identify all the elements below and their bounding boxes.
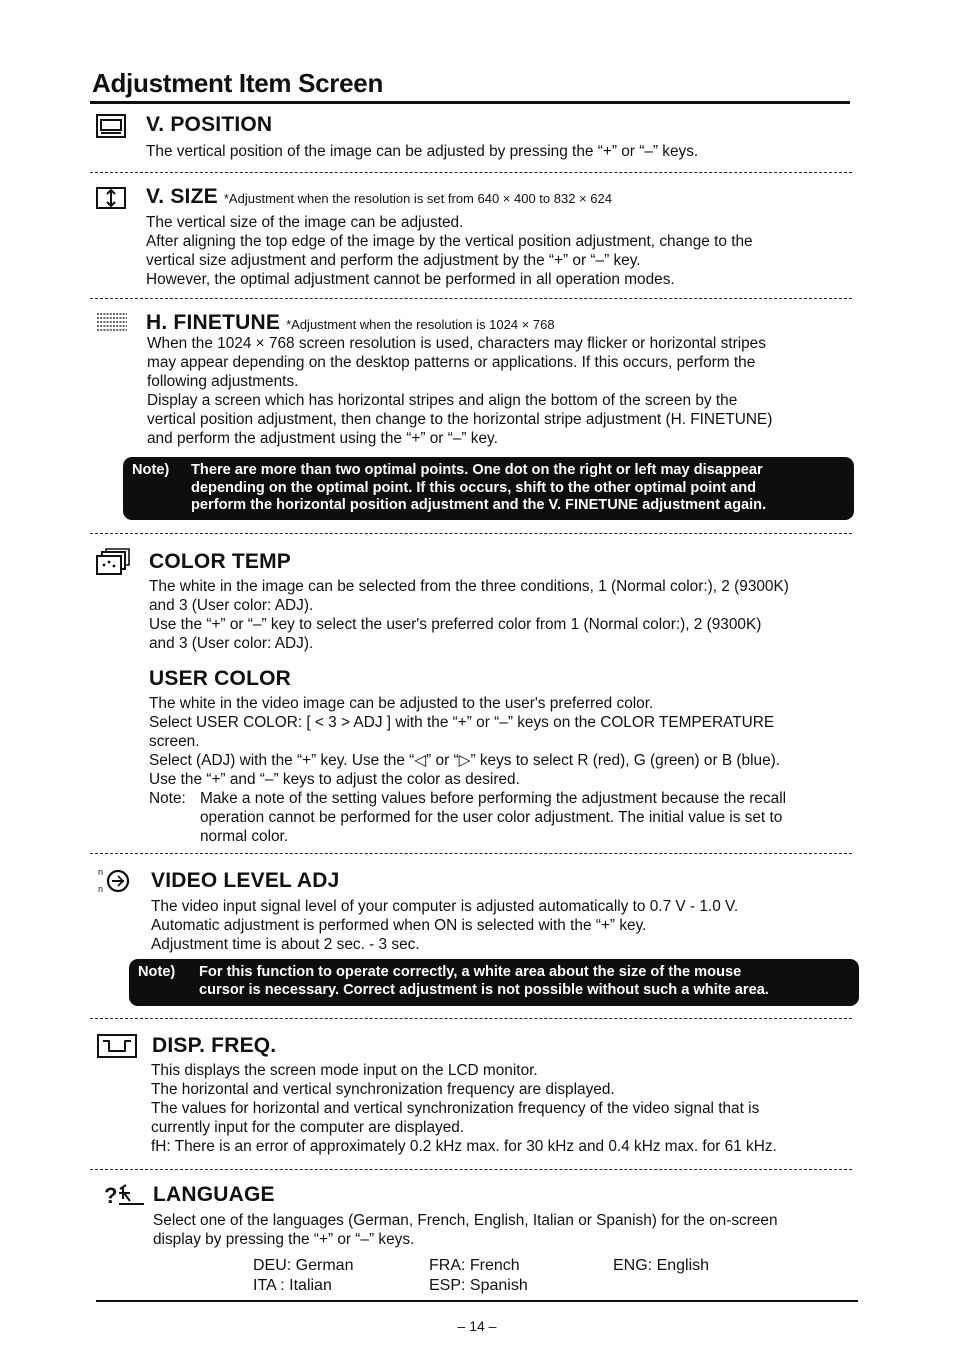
- note-label: Note): [138, 964, 176, 980]
- video-level-note-box: [129, 959, 859, 1006]
- color-temp-icon: [96, 548, 130, 581]
- disp-freq-heading: DISP. FREQ.: [152, 1034, 277, 1057]
- color-temp-heading: COLOR TEMP: [149, 550, 291, 573]
- text-line: The white in the video image can be adjusted to the user's preferred color.: [149, 695, 654, 712]
- text-line: When the 1024 × 768 screen resolution is used, characters may flicker or horizontal stripes: [147, 335, 766, 352]
- text-line: and 3 (User color: ADJ).: [149, 597, 314, 614]
- note-label: Note:: [149, 790, 186, 807]
- text-line: depending on the optimal point. If this occurs, shift to the other optimal point and: [191, 479, 757, 496]
- text-line: display by pressing the “+” or “–” keys.: [153, 1231, 415, 1248]
- svg-text:n: n: [98, 884, 104, 894]
- text-line: The vertical size of the image can be adjusted.: [146, 214, 464, 231]
- language-code-esp: ESP: Spanish: [429, 1277, 528, 1294]
- text-line: vertical size adjustment and perform the adjustment by the “+” or “–” key.: [146, 252, 641, 269]
- v-size-title: V. SIZE: [146, 185, 218, 208]
- note-text: [191, 462, 846, 515]
- note-text: [200, 789, 854, 846]
- v-position-icon: [96, 114, 126, 143]
- h-finetune-body: [147, 334, 852, 448]
- v-size-body: [146, 213, 851, 289]
- title-rule: [90, 101, 850, 104]
- text-line: This displays the screen mode input on the LCD monitor.: [151, 1062, 538, 1079]
- v-position-heading: V. POSITION: [146, 113, 273, 136]
- text-line: vertical position adjustment, then change to the horizontal stripe adjustment (H. FINETUNE): [147, 411, 773, 428]
- disp-freq-icon: [97, 1034, 137, 1063]
- divider: [90, 172, 852, 173]
- disp-freq-body: [151, 1061, 856, 1156]
- svg-text:n: n: [98, 867, 104, 877]
- text-line: The values for horizontal and vertical synchronization frequency of the video signal that is: [151, 1100, 760, 1117]
- page-number: – 14 –: [457, 1318, 497, 1334]
- text-line: Automatic adjustment is performed when ON is selected with the “+” key.: [151, 917, 647, 934]
- text-line: screen.: [149, 733, 200, 750]
- language-code-ita: ITA : Italian: [253, 1277, 332, 1294]
- text-line: and perform the adjustment using the “+” or “–” key.: [147, 430, 498, 447]
- note-text: [199, 964, 851, 999]
- text-line: Select USER COLOR: [ < 3 > ADJ ] with the “+” or “–” keys on the COLOR TEMPERATURE: [149, 714, 775, 731]
- text-line: Display a screen which has horizontal stripes and align the bottom of the screen by the: [147, 392, 738, 409]
- text-line: and 3 (User color: ADJ).: [149, 635, 314, 652]
- divider: [90, 1169, 852, 1170]
- h-finetune-heading: [146, 311, 555, 335]
- text-line: The video input signal level of your computer is adjusted automatically to 0.7 V - 1.0 V.: [151, 898, 739, 915]
- divider: [90, 298, 852, 299]
- divider: [90, 1018, 852, 1019]
- v-size-subnote: *Adjustment when the resolution is set from 640 × 400 to 832 × 624: [223, 191, 612, 206]
- text-line: may appear depending on the desktop patterns or applications. If this occurs, perform the: [147, 354, 756, 371]
- text-line: perform the horizontal position adjustment and the V. FINETUNE adjustment again.: [191, 497, 767, 513]
- language-icon: [104, 1181, 144, 1214]
- video-level-icon: [97, 866, 131, 899]
- text-line: For this function to operate correctly, a white area about the size of the mouse: [199, 964, 742, 980]
- language-code-eng: ENG: English: [613, 1257, 710, 1274]
- text-line: normal color.: [200, 828, 289, 845]
- language-heading: LANGUAGE: [153, 1183, 275, 1206]
- svg-text:?: ?: [104, 1183, 118, 1208]
- text-line: currently input for the computer are displayed.: [151, 1119, 465, 1136]
- text-line: Select one of the languages (German, French, English, Italian or Spanish) for the on-screen: [153, 1212, 778, 1229]
- text-line: following adjustments.: [147, 373, 299, 390]
- page-title: Adjustment Item Screen: [92, 68, 384, 98]
- text-line: operation cannot be performed for the user color adjustment. The initial value is set to: [200, 809, 783, 826]
- language-code-fra: FRA: French: [429, 1257, 520, 1274]
- text-line: Use the “+” and “–” keys to adjust the color as desired.: [149, 771, 520, 788]
- note-label: Note): [132, 462, 170, 478]
- text-line: However, the optimal adjustment cannot be performed in all operation modes.: [146, 271, 675, 288]
- video-level-body: [151, 897, 856, 954]
- language-code-deu: DEU: German: [253, 1257, 354, 1274]
- v-size-heading: [146, 185, 612, 209]
- text-line: After aligning the top edge of the image by the vertical position adjustment, change to the: [146, 233, 753, 250]
- text-line: Make a note of the setting values before performing the adjustment because the recall: [200, 790, 787, 807]
- h-finetune-icon: [96, 312, 128, 339]
- v-size-icon: [96, 187, 126, 214]
- text-line: fH: There is an error of approximately 0.2 kHz max. for 30 kHz and 0.4 kHz max. for 61 kHz.: [151, 1138, 777, 1155]
- text-line: cursor is necessary. Correct adjustment is not possible without such a white area.: [199, 981, 769, 998]
- color-temp-body: [149, 577, 854, 653]
- divider: [90, 533, 852, 534]
- divider: [90, 853, 852, 854]
- text-line: Use the “+” or “–” key to select the user's preferred color from 1 (Normal color:), 2 (9300K): [149, 616, 762, 633]
- h-finetune-note-box: [123, 457, 854, 520]
- text-line: There are more than two optimal points. One dot on the right or left may disappear: [191, 462, 763, 478]
- bottom-rule: [96, 1300, 858, 1302]
- text-line: The vertical position of the image can be adjusted by pressing the “+” or “–” keys.: [146, 143, 699, 160]
- language-body: [153, 1211, 858, 1249]
- text-line: The white in the image can be selected from the three conditions, 1 (Normal color:), 2 (9300K): [149, 578, 789, 595]
- user-color-body: [149, 694, 854, 789]
- v-position-body: [146, 142, 851, 161]
- video-level-heading: VIDEO LEVEL ADJ: [151, 869, 340, 892]
- user-color-heading: USER COLOR: [149, 667, 292, 690]
- h-finetune-title: H. FINETUNE: [146, 311, 281, 334]
- text-line: Adjustment time is about 2 sec. - 3 sec.: [151, 936, 420, 953]
- text-line: Select (ADJ) with the “+” key. Use the “◁” or “▷” keys to select R (red), G (green) or B (blue).: [149, 752, 781, 769]
- text-line: The horizontal and vertical synchronization frequency are displayed.: [151, 1081, 615, 1098]
- h-finetune-subnote: *Adjustment when the resolution is 1024 × 768: [286, 317, 555, 332]
